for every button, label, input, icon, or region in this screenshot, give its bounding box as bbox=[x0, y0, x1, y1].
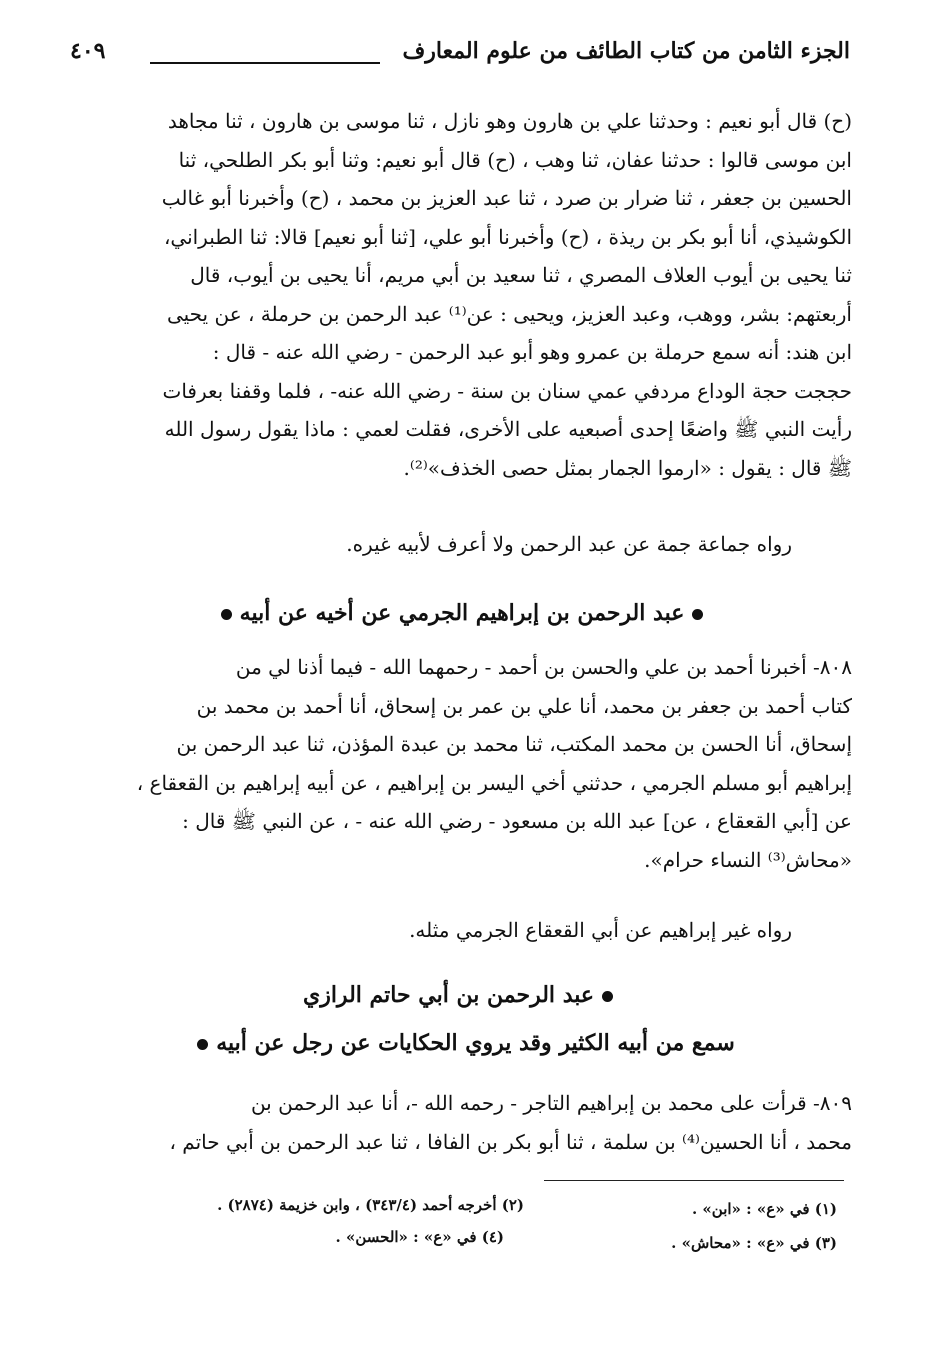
text-line: محمد ، أنا الحسين⁽⁴⁾ بن سلمة ، ثنا أبو بكر بن الفافا ، ثنا عبد الرحمن بن أبي حاتم ، bbox=[169, 1129, 852, 1154]
text-line: أربعتهم: بشر، ووهب، وعبد العزيز، ويحيى : عن⁽¹⁾ عبد الرحمن بن حرملة ، عن يحيى bbox=[166, 301, 852, 326]
heading-text: عبد الرحمن بن إبراهيم الجرمي عن أخيه عن أبيه bbox=[239, 600, 685, 626]
text-line: رأيت النبي ﷺ واضعًا إحدى أصبعيه على الأخرى، فقلت لعمي : ماذا يقول رسول الله bbox=[164, 417, 852, 441]
text-line: إبراهيم أبو مسلم الجرمي ، حدثني أخي اليسر بن إبراهيم ، عن أبيه إبراهيم بن القعقاع ، bbox=[136, 770, 852, 795]
text-line: ابن هند: أنه سمع حرملة بن عمرو وهو أبو عبد الرحمن - رضي الله عنه - قال : bbox=[212, 340, 852, 364]
page-number: ٤٠٩ bbox=[70, 38, 106, 64]
text-line: الحسين بن جعفر ، ثنا ضرار بن صرد ، ثنا عبد العزيز بن محمد ، (ح) وأخبرنا أبو غالب bbox=[161, 186, 852, 210]
text-line: ﷺ قال : يقول : «ارموا الجمار بمثل حصى الخذف»⁽²⁾. bbox=[403, 455, 852, 480]
running-title: الجزء الثامن من كتاب الطائف من علوم المعارف bbox=[402, 38, 850, 64]
text-line: (ح) قال أبو نعيم : وحدثنا علي بن هارون وهو نازل ، ثنا موسى بن هارون ، ثنا مجاهد bbox=[167, 109, 852, 133]
running-header bbox=[70, 38, 850, 82]
text-line: «محاش⁽³⁾ النساء حرام». bbox=[644, 847, 852, 872]
footnote-3: (٣) في «ع» : «محاش» . bbox=[671, 1234, 837, 1252]
footnote-2: (٢) أخرجه أحمد (٣٤٣/٤) ، وابن خزيمة (٢٨٧٤) . bbox=[217, 1196, 524, 1214]
text-line: ٨٠٨- أخبرنا أحمد بن علي والحسن بن أحمد - رحمهما الله - فيما أذنا لي من bbox=[235, 655, 852, 679]
section-heading-3 bbox=[72, 1030, 852, 1056]
hadith-paragraph-2 bbox=[72, 648, 852, 879]
heading-text: عبد الرحمن بن أبي حاتم الرازي bbox=[302, 982, 595, 1008]
section-heading-2 bbox=[72, 982, 852, 1008]
footnote-4: (٤) في «ع» : «الحسن» . bbox=[335, 1228, 504, 1246]
section-heading-1 bbox=[72, 600, 852, 626]
footnote-separator bbox=[544, 1180, 844, 1181]
text-line: عن [أبي القعقاع ، عن] عبد الله بن مسعود - رضي الله عنه - ، عن النبي ﷺ قال : bbox=[182, 809, 852, 833]
hadith-paragraph-1 bbox=[72, 102, 852, 487]
text-line: الكوشيذي، أنا أبو بكر بن ريذة ، (ح) وأخبرنا أبو علي، [ثنا أبو نعيم] قالا: ثنا الطبراني، bbox=[163, 224, 852, 249]
text-line: ثنا يحيى بن أيوب العلاف المصري ، ثنا سعيد بن أبي مريم، أنا يحيى بن أيوب، قال bbox=[190, 263, 852, 287]
bullet-icon bbox=[602, 991, 613, 1002]
narration-note-2: رواه غير إبراهيم عن أبي القعقاع الجرمي مثله. bbox=[409, 918, 792, 942]
footnote-1: (١) في «ع» : «ابن» . bbox=[691, 1200, 837, 1218]
narration-note-1: رواه جماعة جمة عن عبد الرحمن ولا أعرف لأبيه غيره. bbox=[346, 532, 792, 556]
text-line: إسحاق، أنا الحسن بن محمد المكتب، ثنا محمد بن عبدة المؤذن، ثنا عبد الرحمن بن bbox=[176, 732, 852, 756]
bullet-icon bbox=[221, 609, 232, 620]
text-line: ٨٠٩- قرأت على محمد بن إبراهيم التاجر - رحمه الله -، أنا عبد الرحمن بن bbox=[250, 1091, 852, 1115]
bullet-icon bbox=[197, 1039, 208, 1050]
text-line: ابن موسى قالوا : حدثنا عفان، ثنا وهب ، (ح) قال أبو نعيم: وثنا أبو بكر الطلحي، ثنا bbox=[178, 147, 852, 172]
heading-text: سمع من أبيه الكثير وقد يروي الحكايات عن رجل عن أبيه bbox=[216, 1030, 735, 1056]
bullet-icon bbox=[692, 609, 703, 620]
text-line: كتاب أحمد بن جعفر بن محمد، أنا علي بن عمر بن إسحاق، أنا أحمد بن محمد بن bbox=[196, 693, 852, 718]
text-line: حججت حجة الوداع مردفي عمي سنان بن سنة - رضي الله عنه- ، فلما وقفنا بعرفات bbox=[162, 378, 852, 403]
header-rule bbox=[150, 62, 380, 64]
hadith-paragraph-3 bbox=[72, 1084, 852, 1161]
